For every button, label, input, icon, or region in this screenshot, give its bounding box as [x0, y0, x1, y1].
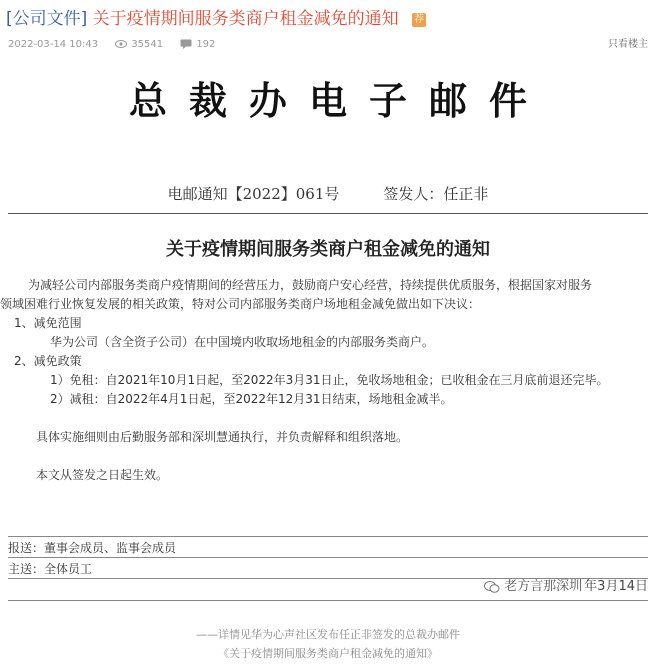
- watermark-text: 老方言那深圳: [504, 579, 583, 594]
- post-title: 关于疫情期间服务类商户租金减免的通知: [92, 9, 399, 29]
- watermark: [484, 575, 648, 594]
- post-date: 2022-03-14 10:43: [8, 39, 99, 50]
- view-count: [115, 38, 163, 52]
- section-2-title: 2、减免政策: [14, 354, 82, 368]
- document-number: 电邮通知【2022】061号: [167, 185, 340, 203]
- implementation-note: 具体实施细则由后勤服务部和深圳慧通执行，并负责解释和组织落地。: [36, 430, 409, 444]
- document-body: [0, 276, 646, 485]
- post-title-row: [6, 8, 648, 36]
- source-note-2: 《关于疫情期间服务类商户租金减免的通知》: [218, 647, 438, 660]
- send-to: 主送：全体员工: [8, 562, 93, 576]
- section-1-title: 1、减免范围: [14, 316, 82, 330]
- footer-divider-4: [8, 600, 648, 601]
- document-title: 关于疫情期间服务类商户租金减免的通知: [166, 239, 490, 260]
- document-number-row: [0, 183, 656, 204]
- policy-1: 1）免租：自2021年10月1日起，至2022年3月31日止，免收场地租金；已收租金在三月底前退还完毕。: [50, 373, 609, 387]
- document-date: 年3月14日: [584, 579, 648, 594]
- document-header: 总裁办电子邮件: [128, 78, 549, 123]
- comment-count-value: 192: [196, 39, 216, 50]
- view-author-only-link[interactable]: 只看楼主: [608, 39, 648, 50]
- recommended-badge: 荐: [414, 14, 425, 25]
- policy-2: 2）减租：自2022年4月1日起，至2022年12月31日结束，场地租金减半。: [50, 392, 453, 406]
- post-category-link[interactable]: [公司文件]: [6, 9, 88, 29]
- wechat-icon: [484, 580, 500, 594]
- footer-divider-2: [8, 557, 648, 558]
- eye-icon: [115, 40, 127, 48]
- source-note-1: ——详情见华为心声社区发布任正非签发的总裁办邮件: [196, 628, 460, 641]
- view-count-value: 35541: [131, 39, 164, 50]
- effective-note: 本文从签发之日起生效。: [36, 468, 169, 482]
- post-meta: [8, 38, 648, 52]
- footer-divider-1: [8, 536, 648, 537]
- section-1-body: 华为公司（含全资子公司）在中国境内收取场地租金的内部服务类商户。: [50, 335, 435, 349]
- intro-line-1: 为减轻公司内部服务类商户疫情期间的经营压力，鼓励商户安心经营，持续提供优质服务，根据国家对服务: [28, 278, 593, 292]
- comment-count: [180, 38, 215, 52]
- header-divider: [8, 213, 648, 214]
- document-signer: 签发人：任正非: [383, 185, 489, 203]
- intro-line-2: 领域困难行业恢复发展的相关政策，特对公司内部服务类商户场地租金减免做出如下决议：: [0, 297, 481, 311]
- report-to: 报送：董事会成员、监事会成员: [8, 541, 177, 555]
- comment-icon: [180, 39, 192, 49]
